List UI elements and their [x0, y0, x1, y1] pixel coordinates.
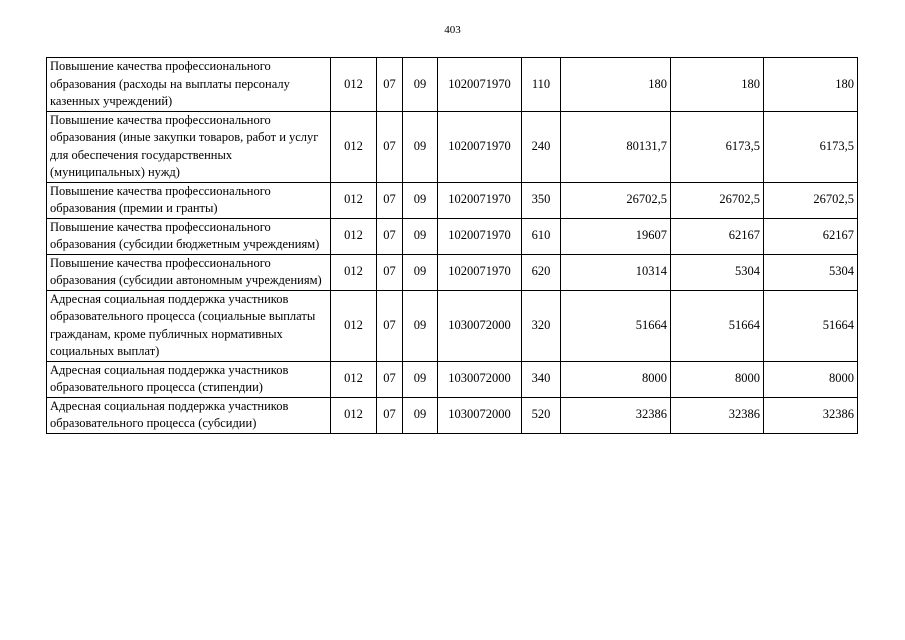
- cell-admin-code: 012: [331, 111, 377, 182]
- cell-target-article: 1020071970: [438, 218, 522, 254]
- cell-section: 07: [377, 58, 403, 112]
- cell-name: Повышение качества профессионального образования (расходы на выплаты персоналу казенных учреждений): [47, 58, 331, 112]
- cell-value-2: 6173,5: [671, 111, 764, 182]
- cell-subsection: 09: [403, 361, 438, 397]
- cell-expense-type: 110: [522, 58, 561, 112]
- cell-admin-code: 012: [331, 397, 377, 433]
- cell-expense-type: 340: [522, 361, 561, 397]
- cell-value-1: 26702,5: [561, 182, 671, 218]
- cell-value-2: 5304: [671, 254, 764, 290]
- cell-expense-type: 620: [522, 254, 561, 290]
- cell-value-2: 26702,5: [671, 182, 764, 218]
- cell-value-2: 51664: [671, 290, 764, 361]
- cell-expense-type: 320: [522, 290, 561, 361]
- cell-value-1: 32386: [561, 397, 671, 433]
- cell-value-1: 8000: [561, 361, 671, 397]
- cell-name: Адресная социальная поддержка участников образовательного процесса (социальные выплаты гражданам, кроме публичных нормативных социальных выплат): [47, 290, 331, 361]
- cell-value-3: 5304: [764, 254, 858, 290]
- cell-expense-type: 520: [522, 397, 561, 433]
- cell-value-2: 180: [671, 58, 764, 112]
- table-row: [47, 397, 858, 433]
- cell-value-3: 32386: [764, 397, 858, 433]
- cell-value-1: 80131,7: [561, 111, 671, 182]
- cell-subsection: 09: [403, 397, 438, 433]
- cell-admin-code: 012: [331, 361, 377, 397]
- cell-admin-code: 012: [331, 254, 377, 290]
- cell-section: 07: [377, 218, 403, 254]
- cell-section: 07: [377, 111, 403, 182]
- cell-section: 07: [377, 254, 403, 290]
- cell-admin-code: 012: [331, 182, 377, 218]
- cell-subsection: 09: [403, 111, 438, 182]
- cell-section: 07: [377, 397, 403, 433]
- cell-name: Адресная социальная поддержка участников образовательного процесса (субсидии): [47, 397, 331, 433]
- cell-expense-type: 240: [522, 111, 561, 182]
- cell-admin-code: 012: [331, 290, 377, 361]
- cell-value-1: 19607: [561, 218, 671, 254]
- page-number: 403: [444, 24, 461, 36]
- cell-name: Адресная социальная поддержка участников образовательного процесса (стипендии): [47, 361, 331, 397]
- cell-value-1: 51664: [561, 290, 671, 361]
- cell-value-2: 32386: [671, 397, 764, 433]
- cell-target-article: 1020071970: [438, 254, 522, 290]
- table-row: [47, 182, 858, 218]
- cell-section: 07: [377, 290, 403, 361]
- cell-target-article: 1020071970: [438, 182, 522, 218]
- cell-subsection: 09: [403, 290, 438, 361]
- cell-value-1: 180: [561, 58, 671, 112]
- cell-value-3: 8000: [764, 361, 858, 397]
- cell-expense-type: 350: [522, 182, 561, 218]
- cell-value-3: 180: [764, 58, 858, 112]
- cell-target-article: 1030072000: [438, 397, 522, 433]
- cell-value-2: 62167: [671, 218, 764, 254]
- cell-section: 07: [377, 182, 403, 218]
- cell-section: 07: [377, 361, 403, 397]
- cell-subsection: 09: [403, 182, 438, 218]
- table-row: [47, 361, 858, 397]
- cell-target-article: 1020071970: [438, 58, 522, 112]
- cell-name: Повышение качества профессионального образования (иные закупки товаров, работ и услуг для обеспечения государственных (муниципальных) нужд): [47, 111, 331, 182]
- cell-target-article: 1020071970: [438, 111, 522, 182]
- cell-value-3: 26702,5: [764, 182, 858, 218]
- cell-subsection: 09: [403, 58, 438, 112]
- cell-expense-type: 610: [522, 218, 561, 254]
- cell-value-1: 10314: [561, 254, 671, 290]
- table-row: [47, 290, 858, 361]
- cell-subsection: 09: [403, 254, 438, 290]
- cell-name: Повышение качества профессионального образования (субсидии бюджетным учреждениям): [47, 218, 331, 254]
- cell-value-2: 8000: [671, 361, 764, 397]
- cell-admin-code: 012: [331, 218, 377, 254]
- cell-name: Повышение качества профессионального образования (премии и гранты): [47, 182, 331, 218]
- cell-admin-code: 012: [331, 58, 377, 112]
- table-row: [47, 254, 858, 290]
- cell-subsection: 09: [403, 218, 438, 254]
- cell-target-article: 1030072000: [438, 361, 522, 397]
- cell-value-3: 62167: [764, 218, 858, 254]
- cell-value-3: 51664: [764, 290, 858, 361]
- table-row: [47, 111, 858, 182]
- cell-target-article: 1030072000: [438, 290, 522, 361]
- table-row: [47, 58, 858, 112]
- budget-table: [46, 57, 858, 434]
- table-row: [47, 218, 858, 254]
- cell-name: Повышение качества профессионального образования (субсидии автономным учреждениям): [47, 254, 331, 290]
- cell-value-3: 6173,5: [764, 111, 858, 182]
